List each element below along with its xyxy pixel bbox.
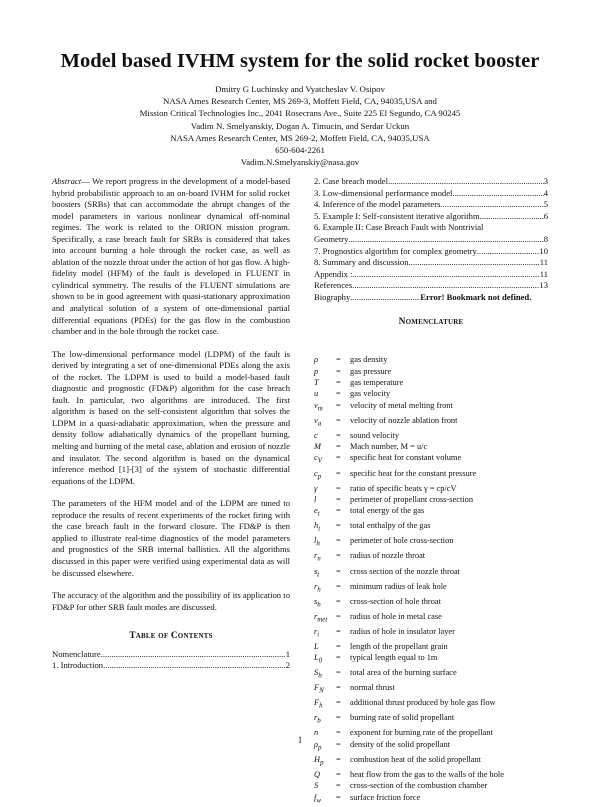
symbol: l	[314, 494, 317, 504]
author-line: Dmitry G Luchinsky and Vyatcheslav V. Osipov	[215, 84, 385, 94]
toc-entry-label: 6. Example II: Case Breach Fault with Nontrivial	[314, 222, 484, 233]
nomenclature-row: T = gas temperature	[314, 377, 548, 388]
symbol: $F_h$	[314, 698, 323, 710]
nomenclature-row: $r_h$ = minimum radius of leak hole	[314, 581, 548, 596]
symbol: $s_h$	[314, 596, 321, 609]
toc-entry[interactable]	[52, 660, 290, 672]
nomenclature-row: c = sound velocity	[314, 430, 548, 441]
definition: burning rate of solid propellant	[350, 713, 455, 723]
definition: perimeter of propellant cross-section	[350, 494, 474, 504]
nomenclature-row: $r_{met}$ = radius of hole in metal case	[314, 611, 548, 626]
toc-error-text: Error! Bookmark not defined.	[420, 291, 532, 302]
toc-entry[interactable]	[314, 234, 548, 246]
definition: perimeter of hole cross-section	[350, 536, 454, 546]
nomenclature-row: $r_i$ = radius of hole in insulator layer	[314, 626, 548, 641]
nomenclature-row: M = Mach number, M = u/c	[314, 441, 548, 452]
toc-entry-page: 8	[543, 233, 548, 244]
nomenclature-row: $l_h$ = perimeter of hole cross-section	[314, 535, 548, 550]
abstract	[52, 176, 290, 338]
definition: gas velocity	[350, 389, 391, 399]
nomenclature-row: $v_a$ = velocity of nozzle ablation front	[314, 415, 548, 430]
author-line: Mission Critical Technologies Inc., 2041 Rosecrans Ave., Suite 225 El Segundo, CA 90245	[139, 108, 461, 119]
definition: cross-section of the combustion chamber	[350, 781, 488, 791]
toc-entry-label: Appendix :	[314, 268, 353, 279]
toc-entry-label: 8. Summary and discussion	[314, 257, 409, 268]
abstract-text: — We report progress in the development of a model-based hybrid probabilistic approach to an on-board IVHM for solid rocket boosters (SRBs) that can accommodate the abrupt changes of the model parameters in various nonlinear dynamical off-nominal regimes. The work is related to the ORION mission program. Specifically, a case breach fault for SRBs is considered that takes into account burning a hole through the rocket case, as well as ablation of the nozzle throat under the action of hot gas flow. A high-fidelity model (HFM) of the fault is developed in FLUENT in cylindrical symmetry. The results of the FLUENT simulations are shown to be in good agreement with quasi-stationary approximation and analytical solution of a system of one-dimensional partial differential equations (PDEs) for the gas flow in the combustion chamber and in the hole through the rocket case.	[52, 176, 290, 337]
symbol: $\rho_p$	[314, 739, 322, 752]
toc-entry[interactable]	[314, 199, 548, 211]
abstract-label: Abstract	[52, 176, 82, 186]
nomenclature-row: n = exponent for burning rate of the propellant	[314, 727, 548, 738]
toc-entry-label: 3. Low-dimensional performance model	[314, 187, 453, 198]
definition: combustion heat of the solid propellant	[350, 754, 481, 764]
toc-entry-label: Nomenclature	[52, 648, 101, 659]
symbol: L	[314, 641, 319, 651]
symbol: $c_V$	[314, 453, 322, 466]
definition: heat flow from the gas to the walls of the hole	[350, 769, 504, 779]
definition: gas pressure	[350, 366, 392, 376]
nomenclature-row: $e_t$ = total energy of the gas	[314, 505, 548, 520]
symbol: $r_i$	[314, 626, 320, 639]
paragraph: The low-dimensional performance model (LDPM) of the fault is derived by integrating a set of one-dimensional PDEs along the axis of the rocket. The LDPM is used to build a model-based fault diagnostic and prognostic (FD&P) algorithm for the case breach fault. In particular, two algorithms are introduced. The first algorithm is based on the self-consistent algorithm that solves the LDPM in a quasi-adiabatic approximation, when the pressure and density follow adiabatically dynamics of the propellant burning, melting and burning of the metal case, ablation and erosion of nozzle and insulator. The second algorithm is based on the dynamical inference method [1]-[3] of the system of stochastic differential equations of the LDPM.	[52, 348, 290, 486]
toc-entry-page: 11	[539, 268, 548, 279]
definition: minimum radius of leak hole	[350, 581, 447, 591]
definition: ratio of specific heats γ = cp/cV	[350, 483, 457, 493]
definition: total energy of the gas	[350, 506, 425, 516]
nomenclature-row: $c_p$ = specific heat for the constant pressure	[314, 468, 548, 483]
toc-entry[interactable]	[314, 257, 548, 269]
symbol: $F_N$	[314, 683, 324, 695]
symbol: $r_n$	[314, 551, 321, 564]
toc-heading: Table of Contents	[129, 631, 213, 642]
definition: radius of nozzle throat	[350, 551, 426, 561]
symbol: $S_b$	[314, 668, 322, 680]
right-column	[314, 176, 548, 807]
symbol: $v_m$	[314, 400, 323, 413]
toc-entry[interactable]	[314, 211, 548, 223]
toc-entry-page: 3	[543, 176, 548, 186]
nomenclature-row: $F_h$ = additional thrust produced by hole gas flow	[314, 697, 548, 712]
definition: cross-section of hole throat	[350, 596, 441, 606]
nomenclature-row: p = gas pressure	[314, 366, 548, 377]
symbol: M	[314, 442, 321, 452]
definition: total enthalpy of the gas	[350, 521, 431, 531]
definition: radius of hole in insulator layer	[350, 626, 455, 636]
symbol: $s_t$	[314, 566, 320, 579]
nomenclature-row: $\rho_p$ = density of the solid propellant	[314, 739, 548, 754]
toc-entry-page: 5	[543, 199, 548, 210]
left-column	[52, 176, 290, 672]
paragraph: The parameters of the HFM model and of the LDPM are tuned to reproduce the results of recent experiments of the rocket firing with the case breach fault in the forward closure. The FD&P is then applied to illustrate real-time diagnostics of the model parameters and prognostics of the SRB internal ballistics. All the algorithms discussed in this paper were verified using experimental data as will be discussed elsewhere.	[52, 498, 290, 578]
page-number: 1	[297, 735, 303, 745]
toc-entry[interactable]	[314, 280, 548, 292]
symbol: γ	[314, 483, 318, 493]
symbol: $L_0$	[314, 653, 323, 665]
toc-entry-label: 2. Case breach model	[314, 176, 388, 186]
definition: specific heat for constant volume	[350, 453, 462, 463]
definition: typical length equal to 1m	[350, 653, 438, 663]
author-line: NASA Ames Research Center, MS 269-2, Moffett Field, CA, 94035,USA	[170, 132, 430, 143]
symbol: $c_p$	[314, 468, 322, 481]
author-block	[40, 83, 560, 168]
toc-entry-label: Biography	[314, 291, 351, 302]
toc-entry[interactable]	[314, 222, 548, 234]
toc-entry[interactable]	[52, 649, 290, 661]
definition: additional thrust produced by hole gas flow	[350, 698, 496, 708]
toc-entry[interactable]	[314, 176, 548, 188]
nomenclature-row: l = perimeter of propellant cross-section	[314, 494, 548, 505]
symbol: c	[314, 430, 318, 440]
symbol: p	[314, 366, 319, 376]
symbol: S	[314, 781, 319, 791]
symbol: $e_t$	[314, 506, 320, 518]
nomenclature-row: $f_w$ = surface friction force	[314, 792, 548, 807]
symbol: T	[314, 377, 319, 387]
symbol: Q	[314, 769, 321, 779]
nomenclature-row: $h_t$ = total enthalpy of the gas	[314, 520, 548, 535]
definition: gas temperature	[350, 377, 404, 387]
definition: length of the propellant grain	[350, 641, 448, 651]
author-line: Vadim N. Smelyanskiy, Dogan A. Timucin, and Serdar Uckun	[190, 120, 410, 131]
definition: velocity of metal melting front	[350, 400, 453, 410]
nomenclature-row: $L_0$ = typical length equal to 1m	[314, 652, 548, 667]
paragraph: The accuracy of the algorithm and the possibility of its application to FD&P for other SRB fault modes are discussed.	[52, 590, 290, 612]
symbol: $h_t$	[314, 521, 321, 534]
nomenclature-row: γ = ratio of specific heats γ = cp/cV	[314, 483, 548, 494]
nomenclature-row: $r_n$ = radius of nozzle throat	[314, 550, 548, 565]
symbol: $H_p$	[314, 754, 324, 767]
nomenclature-row: $c_V$ = specific heat for constant volume	[314, 452, 548, 467]
nomenclature-row: S = cross-section of the combustion chamber	[314, 780, 548, 791]
toc-entry-label: 4. Inference of the model parameters	[314, 199, 441, 210]
definition: velocity of nozzle ablation front	[350, 415, 458, 425]
symbol: $r_h$	[314, 581, 321, 594]
definition: specific heat for the constant pressure	[350, 468, 477, 478]
nomenclature-row: $v_m$ = velocity of metal melting front	[314, 400, 548, 415]
nomenclature-row: $S_b$ = total area of the burning surface	[314, 667, 548, 682]
toc-entry-label: 1. Introduction	[52, 660, 104, 671]
symbol: $l_h$	[314, 536, 320, 549]
nomenclature-heading: Nomenclature	[398, 316, 464, 327]
toc-entry-label: 5. Example I: Self-consistent iterative algorithm	[314, 210, 480, 221]
symbol: $r_b$	[314, 713, 321, 725]
nomenclature-row: L = length of the propellant grain	[314, 641, 548, 652]
nomenclature-row: $H_p$ = combustion heat of the solid propellant	[314, 754, 548, 769]
symbol: u	[314, 389, 319, 399]
toc-entry-label: References	[314, 280, 353, 291]
toc-entry-page: 11	[539, 257, 548, 268]
definition: sound velocity	[350, 430, 400, 440]
toc-entry-page: 10	[539, 245, 548, 256]
author-line: NASA Ames Research Center, MS 269-3, Moffett Field, CA, 94035,USA and	[163, 96, 437, 107]
definition: surface friction force	[350, 792, 421, 802]
nomenclature-row: $r_b$ = burning rate of solid propellant	[314, 712, 548, 727]
symbol: $v_a$	[314, 415, 322, 428]
toc-entry-biography[interactable]	[314, 292, 548, 304]
nomenclature-row: ρ = gas density	[314, 354, 548, 365]
definition: total area of the burning surface	[350, 668, 457, 678]
definition: exponent for burning rate of the propellant	[350, 728, 493, 738]
toc-entry[interactable]	[314, 188, 548, 200]
toc-entry-label: Geometry	[314, 233, 349, 244]
definition: radius of hole in metal case	[350, 611, 442, 621]
definition: cross section of the nozzle throat	[350, 566, 460, 576]
nomenclature-row: u = gas velocity	[314, 388, 548, 399]
nomenclature-row: Q = heat flow from the gas to the walls of the hole	[314, 769, 548, 780]
toc-entry-page: 1	[285, 648, 290, 659]
nomenclature-row: $s_h$ = cross-section of hole throat	[314, 596, 548, 611]
nomenclature-row: $s_t$ = cross section of the nozzle throat	[314, 566, 548, 581]
nomenclature-row: $F_N$ = normal thrust	[314, 682, 548, 697]
toc-entry-page: 6	[543, 210, 548, 221]
toc-entry-label: 7. Prognostics algorithm for complex geometry	[314, 245, 477, 256]
definition: gas density	[350, 355, 388, 365]
author-line: Vadim.N.Smelyanskiy@nasa.gov	[240, 157, 360, 168]
definition: density of the solid propellant	[350, 739, 451, 749]
toc-entry-page: 4	[543, 187, 548, 198]
definition: normal thrust	[350, 683, 395, 693]
symbol: $f_w$	[314, 792, 321, 805]
symbol: n	[314, 728, 319, 738]
symbol: ρ	[314, 355, 319, 365]
author-line: 650-604-2261	[275, 145, 325, 156]
toc-entry[interactable]	[314, 269, 548, 281]
toc-entry-page: 2	[285, 660, 290, 671]
toc-entry[interactable]	[314, 246, 548, 258]
definition: Mach number, M = u/c	[350, 442, 428, 452]
toc-entry-page: 13	[539, 280, 548, 291]
paper-title: Model based IVHM system for the solid rocket booster	[60, 50, 540, 72]
symbol: $r_{met}$	[314, 611, 328, 624]
